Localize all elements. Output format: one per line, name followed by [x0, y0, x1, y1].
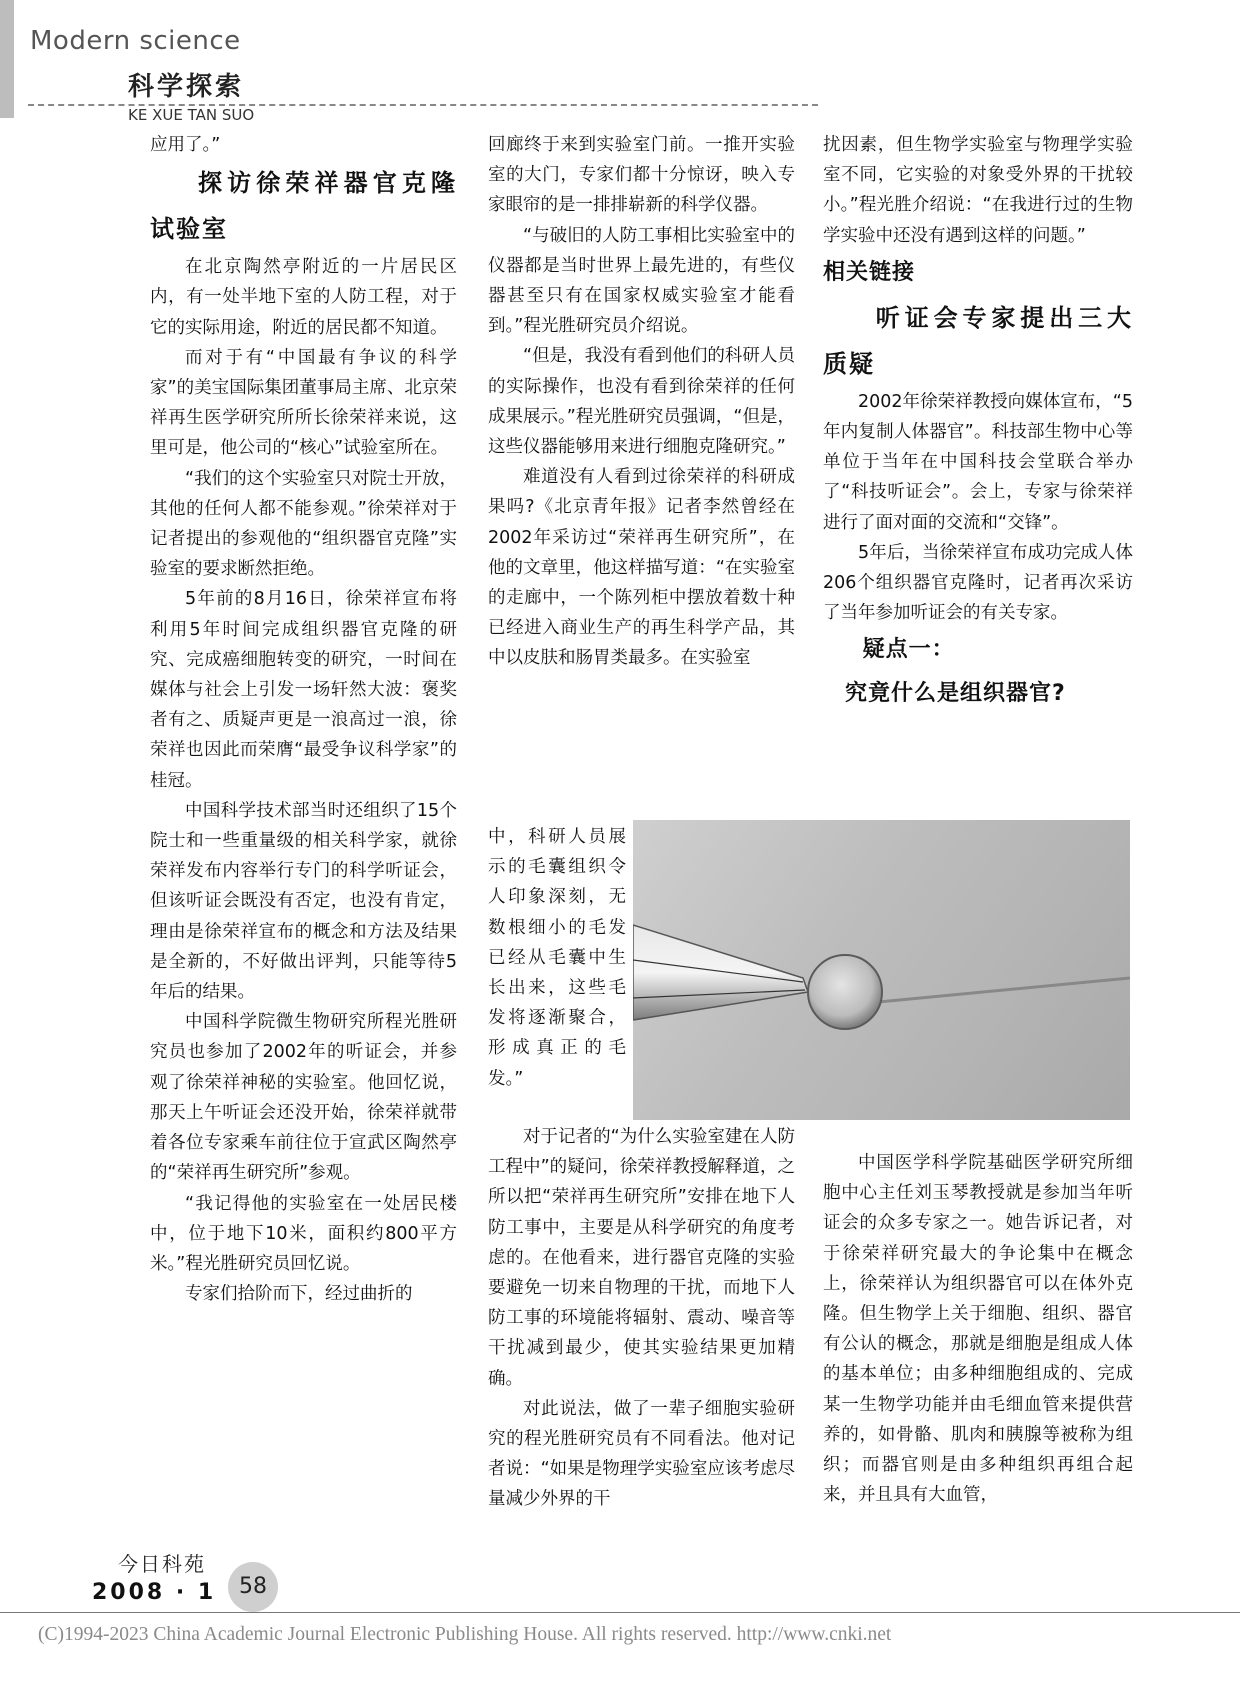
col1-lead: 应用了。” [150, 135, 221, 155]
footer-rule [0, 1612, 1240, 1613]
col1-paragraph: 中国科学技术部当时还组织了15个院士和一些重量级的相关科学家，就徐荣祥发布内容举行专门的科学听证会，但该听证会既没有否定，也没有肯定，理由是徐荣祥宣布的概念和方法及结果是全新的，不好做出评判，只能等待5年后的结果。 [150, 800, 457, 1003]
issue-number: 2008 · 1 [92, 1580, 217, 1605]
col1-paragraph: “我记得他的实验室在一处居民楼中，位于地下10米，面积约800平方米。”程光胜研究员回忆说。 [150, 1193, 457, 1274]
column-3-lower [823, 1148, 1133, 1510]
related-links-label: 相关链接 [823, 259, 916, 285]
col1-paragraph: 中国科学院微生物研究所程光胜研究员也参加了2002年的听证会，并参观了徐荣祥神秘的实验室。他回忆说，那天上午听证会还没开始，徐荣祥就带着各位专家乘车前往位于宣武区陶然亭的“荣祥再生研究所”参观。 [150, 1012, 457, 1184]
col2-paragraph: “与破旧的人防工事相比实验室中的仪器都是当时世界上最先进的，有些仪器甚至只有在国家权威实验室才能看到。”程光胜研究员介绍说。 [488, 225, 795, 337]
col2-paragraph: 对此说法，做了一辈子细胞实验研究的程光胜研究员有不同看法。他对记者说：“如果是物理学实验室应该考虑尽量减少外界的干 [488, 1398, 795, 1510]
doubt-one-label: 疑点一： [862, 637, 955, 663]
header-pinyin: KE XUE TAN SUO [128, 106, 255, 124]
col2-paragraph: “但是，我没有看到他们的科研人员的实际操作，也没有看到徐荣祥的任何成果展示。”程光胜研究员强调，“但是，这些仪器能够用来进行细胞克隆研究。” [488, 346, 795, 458]
column-2 [488, 130, 795, 674]
col3-paragraph: 2002年徐荣祥教授向媒体宣布，“5年内复制人体器官”。科技部生物中心等单位于当年在中国科技会堂联合举办了“科技听证会”。会上，专家与徐荣祥进行了面对面的交流和“交锋”。 [823, 391, 1133, 533]
col3-paragraph: 5年后，当徐荣祥宣布成功完成人体206个组织器官克隆时，记者再次采访了当年参加听证会的有关专家。 [823, 542, 1133, 624]
copyright-watermark: (C)1994-2023 China Academic Journal Electronic Publishing House. All rights reserved. http://www.cnki.net [38, 1624, 892, 1645]
col1-paragraph: 而对于有“中国最有争议的科学家”的美宝国际集团董事局主席、北京荣祥再生医学研究所所长徐荣祥来说，这里可是，他公司的“核心”试验室所在。 [150, 347, 457, 459]
col2-paragraph: 难道没有人看到过徐荣祥的科研成果吗?《北京青年报》记者李然曾经在2002年采访过“荣祥再生研究所”，在他的文章里，他这样描写道：“在实验室的走廊中，一个陈列柜中摆放着数十种已经进入商业生产的再生科学产品，其中以皮肤和肠胃类最多。在实验室 [488, 467, 795, 669]
column-3 [823, 130, 1133, 716]
col1-paragraph: “我们的这个实验室只对院士开放，其他的任何人都不能参观。”徐荣祥对于记者提出的参观他的“组织器官克隆”实验室的要求断然拒绝。 [150, 468, 457, 580]
col1-paragraph: 专家们拾阶而下，经过曲折的 [185, 1284, 413, 1305]
header-chinese-title: 科学探索 [128, 72, 245, 102]
micropipette-cell-photo [633, 820, 1130, 1120]
col2-paragraph: 对于记者的“为什么实验室建在人防工程中”的疑问，徐荣祥教授解释道，之所以把“荣祥再生研究所”安排在地下人防工事中，主要是从科学研究的角度考虑的。在他看来，进行器官克隆的实验要避免一切来自物理的干扰，而地下人防工事的环境能将辐射、震动、噪音等干扰减到最少，使其实验结果更加精确。 [488, 1127, 795, 1389]
col2-paragraph: 回廊终于来到实验室门前。一推开实验室的大门，专家们都十分惊讶，映入专家眼帘的是一排排崭新的科学仪器。 [488, 135, 795, 216]
journal-name: 今日科苑 [118, 1552, 206, 1576]
col1-paragraph: 在北京陶然亭附近的一片居民区内，有一处半地下室的人防工程，对于它的实际用途，附近的居民都不知道。 [150, 257, 457, 338]
col2-narrow-paragraph: 中，科研人员展示的毛囊组织令人印象深刻，无数根细小的毛发已经从毛囊中生长出来，这些毛发将逐渐聚合，形成真正的毛发。” [488, 827, 626, 1089]
column-2-narrow-text [488, 822, 626, 1094]
micropipette-illustration [633, 820, 1130, 1120]
header-side-bar [0, 0, 14, 118]
header-english-title: Modern science [30, 26, 241, 56]
col3-paragraph: 中国医学科学院基础医学研究所细胞中心主任刘玉琴教授就是参加当年听证会的众多专家之一。她告诉记者，对于徐荣祥研究最大的争论集中在概念上，徐荣祥认为组织器官可以在体外克隆。但生物学上关于细胞、组织、器官有公认的概念，那就是细胞是组成人体的基本单位；由多种细胞组成的、完成某一生物学功能并由毛细血管来提供营养的，如骨骼、肌肉和胰腺等被称为组织；而器官则是由多种组织再组合起来，并且具有大血管， [823, 1153, 1133, 1506]
section-heading-lab-visit: 探访徐荣祥器官克隆试验室 [150, 169, 457, 244]
col1-paragraph: 5年前的8月16日，徐荣祥宣布将利用5年时间完成组织器官克隆的研究、完成癌细胞转变的研究，一时间在媒体与社会上引发一场轩然大波：褒奖者有之、质疑声更是一浪高过一浪，徐荣祥也因此而荣膺“最受争议科学家”的桂冠。 [150, 589, 457, 791]
doubt-one-question: 究竟什么是组织器官? [845, 681, 1066, 707]
page-number: 58 [239, 1574, 267, 1599]
col3-lead: 扰因素，但生物学实验室与物理学实验室不同，它实验的对象受外界的干扰较小。”程光胜介绍说：“在我进行过的生物学实验中还没有遇到这样的问题。” [823, 135, 1133, 246]
column-2-lower [488, 1122, 795, 1515]
column-1 [150, 130, 457, 1309]
section-heading-three-doubts: 听证会专家提出三大质疑 [823, 303, 1133, 378]
